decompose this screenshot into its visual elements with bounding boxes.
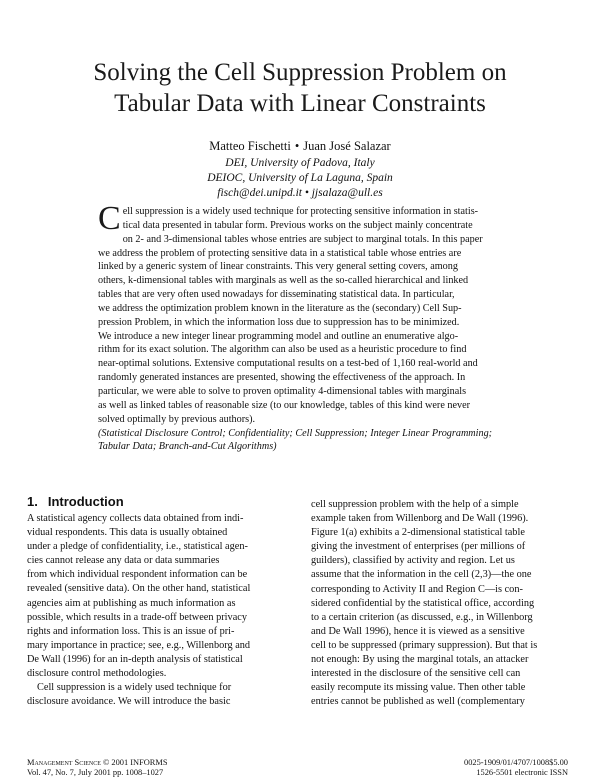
abstract-line: particular, we were able to solve to proven optimality 4-dimensional tables with marginals bbox=[98, 385, 467, 397]
journal-name: Management Science © 2001 INFORMS bbox=[27, 758, 168, 767]
body-line: corresponding to Activity II and Region C—is con- bbox=[311, 583, 523, 595]
abstract-line: near-optimal solutions. Extensive computational results on a test-bed of 1,160 real-world and bbox=[98, 358, 478, 370]
issn-electronic: 1526-5501 electronic ISSN bbox=[476, 768, 568, 777]
paper-title bbox=[40, 57, 560, 119]
abstract bbox=[98, 200, 508, 454]
body-line: guilders), classified by activity and region. Let us bbox=[311, 555, 515, 567]
abstract-line: we address the optimization problem known in the literature as the (secondary) Cell Sup- bbox=[98, 302, 462, 314]
body-line: revealed (sensitive data). On the other hand, statistical bbox=[27, 583, 251, 595]
title-line: Tabular Data with Linear Constraints bbox=[114, 90, 486, 117]
body-line: possible, which results in a trade-off between privacy bbox=[27, 611, 247, 623]
author-block bbox=[140, 139, 460, 201]
body-line: example taken from Willenborg and De Wall (1996). bbox=[311, 513, 529, 525]
body-line: to a certain criterion (as discussed, e.g., in Willenborg bbox=[311, 611, 533, 623]
abstract-line: ell suppression is a widely used technique for protecting sensitive information in statis- bbox=[122, 206, 479, 217]
abstract-line: tical data presented in tabular form. Previous works on the subject mainly concentrate bbox=[122, 219, 473, 231]
journal-volume: Vol. 47, No. 7, July 2001 pp. 1008–1027 bbox=[27, 768, 164, 777]
body-line: agencies aim at publishing as much information as bbox=[27, 597, 236, 609]
left-column bbox=[27, 494, 282, 709]
body-line: vidual respondents. This data is usually obtained bbox=[27, 527, 228, 539]
body-line: assume that the information in the cell (2,3)—the one bbox=[311, 569, 532, 581]
body-line: from which individual respondent information can be bbox=[27, 569, 248, 581]
right-column bbox=[311, 498, 566, 709]
author-emails: fisch@dei.unipd.it • jjsalaza@ull.es bbox=[217, 187, 383, 199]
body-line: rights and information loss. This is an issue of pri- bbox=[27, 625, 235, 637]
author-names bbox=[140, 139, 460, 154]
abstract-line: solved optimally by previous authors). bbox=[98, 413, 256, 425]
abstract-keywords: Tabular Data; Branch-and-Cut Algorithms) bbox=[98, 441, 277, 453]
body-line: mary importance in practice; see, e.g., Willenborg and bbox=[27, 639, 251, 651]
abstract-line: as well as linked tables of reasonable size (to our knowledge, tables of this kind were never bbox=[98, 399, 471, 411]
abstract-dropcap: C bbox=[98, 200, 121, 237]
abstract-line: others, k-dimensional tables with marginals as well as the so-called hierarchical and linked bbox=[98, 275, 469, 287]
abstract-keywords: (Statistical Disclosure Control; Confidentiality; Cell Suppression; Integer Linear Programming; bbox=[98, 427, 493, 439]
body-line: and De Wall 1996), hence it is viewed as a sensitive bbox=[311, 625, 525, 637]
body-line: interested in the disclosure of the sensitive cell can bbox=[311, 668, 521, 680]
footer-issn bbox=[400, 758, 568, 778]
body-line: under a pledge of confidentiality, i.e., statistical agen- bbox=[27, 541, 248, 553]
issn-print: 0025-1909/01/4707/1008$5.00 bbox=[464, 758, 568, 767]
body-line: cell suppression problem with the help of a simple bbox=[311, 499, 519, 510]
abstract-line: we address the problem of protecting sensitive data in a statistical table whose entries are bbox=[98, 247, 462, 259]
abstract-line: pression Problem, in which the information loss due to suppression has to be minimized. bbox=[98, 316, 460, 328]
author-separator: • bbox=[294, 139, 300, 153]
affiliation: DEI, University of Padova, Italy bbox=[225, 157, 375, 169]
body-line: easily recompute its missing value. Then other table bbox=[311, 682, 526, 694]
body-line: cell to be suppressed (primary suppression). But that is bbox=[311, 639, 538, 651]
body-line: giving the investment of enterprises (per millions of bbox=[311, 541, 526, 553]
author-name: Matteo Fischetti bbox=[209, 139, 291, 153]
title-line: Solving the Cell Suppression Problem on bbox=[93, 59, 507, 86]
section-title: Introduction bbox=[47, 494, 124, 509]
body-line: not enough: By using the marginal totals, an attacker bbox=[311, 654, 529, 666]
section-heading bbox=[27, 494, 282, 510]
body-line: disclosure control methodologies. bbox=[27, 668, 167, 680]
body-line: cies cannot release any data or data summaries bbox=[27, 555, 220, 567]
body-line: Figure 1(a) exhibits a 2-dimensional statistical table bbox=[311, 527, 525, 539]
abstract-line: tables that are very often used nowadays for disseminating statistical data. In particular, bbox=[98, 289, 455, 301]
author-name: Juan José Salazar bbox=[303, 139, 391, 153]
affiliation: DEIOC, University of La Laguna, Spain bbox=[207, 172, 393, 184]
section-number: 1. bbox=[27, 494, 38, 509]
abstract-line: on 2- and 3-dimensional tables whose entries are subject to marginal totals. In this paper bbox=[122, 233, 483, 245]
body-line: De Wall (1996) for an in-depth analysis of statistical bbox=[27, 653, 243, 665]
footer-journal bbox=[27, 758, 168, 778]
body-line: entries cannot be published as well (complementary bbox=[311, 696, 525, 708]
abstract-line: linked by a generic system of linear constraints. This very general setting covers, among bbox=[98, 261, 458, 273]
body-line: Cell suppression is a widely used technique for bbox=[37, 682, 232, 694]
abstract-line: randomly generated instances are presented, showing the effectiveness of the approach. In bbox=[98, 372, 466, 384]
abstract-line: We introduce a new integer linear programming model and outline an enumerative algo- bbox=[98, 330, 459, 342]
body-line: sidered confidential by the statistical office, according bbox=[311, 597, 535, 609]
body-line: disclosure avoidance. We will introduce the basic bbox=[27, 696, 231, 708]
body-line: A statistical agency collects data obtained from indi- bbox=[27, 513, 244, 524]
abstract-line: rithm for its exact solution. The algorithm can also be used as a heuristic procedure to find bbox=[98, 344, 467, 356]
